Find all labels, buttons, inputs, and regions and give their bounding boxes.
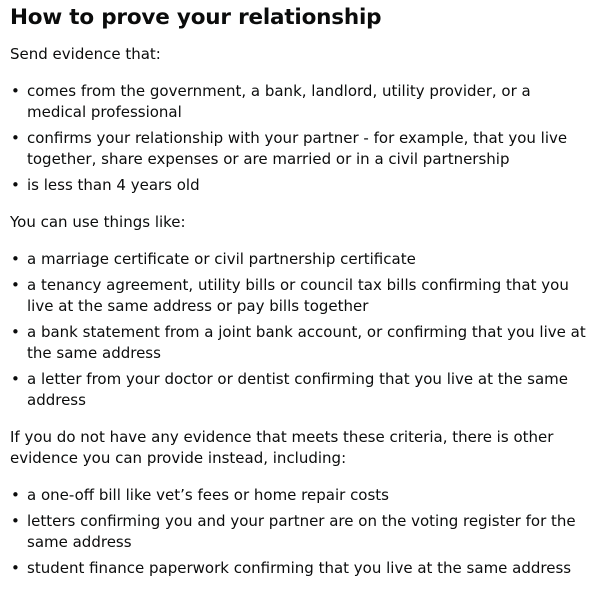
list-item-text: a one-off bill like vet’s fees or home repair costs: [27, 486, 389, 504]
list-item: [10, 275, 590, 317]
list-item-text: a tenancy agreement, utility bills or council tax bills confirming that you live at the same address or pay bills together: [27, 276, 569, 315]
page-heading: How to prove your relationship: [10, 5, 382, 30]
bullet-icon: •: [11, 559, 20, 577]
bullet-icon: •: [11, 370, 20, 388]
list-item-text: student finance paperwork confirming that you live at the same address: [27, 559, 572, 577]
evidence-requirements-list: [10, 81, 590, 196]
intro-paragraph: Send evidence that:: [10, 45, 161, 63]
alternatives-intro-paragraph: If you do not have any evidence that meets these criteria, there is other evidence you can provide instead, including:: [10, 428, 554, 467]
list-item-text: letters confirming you and your partner are on the voting register for the same address: [27, 512, 576, 551]
list-item: [10, 128, 590, 170]
list-item: [10, 369, 590, 411]
list-item: [10, 511, 590, 553]
list-item-text: a bank statement from a joint bank account, or confirming that you live at the same address: [27, 323, 586, 362]
list-item: [10, 81, 590, 123]
list-item-text: is less than 4 years old: [27, 176, 200, 194]
list-item: [10, 249, 590, 270]
bullet-icon: •: [11, 176, 20, 194]
examples-list: [10, 249, 590, 411]
list-item-text: comes from the government, a bank, landlord, utility provider, or a medical professional: [27, 82, 531, 121]
list-item-text: a letter from your doctor or dentist confirming that you live at the same address: [27, 370, 568, 409]
list-item-text: confirms your relationship with your partner - for example, that you live together, share expenses or are married or in a civil partnership: [27, 129, 568, 168]
list-item: [10, 485, 590, 506]
bullet-icon: •: [11, 250, 20, 268]
list-item: [10, 558, 590, 579]
bullet-icon: •: [11, 323, 20, 341]
list-item: [10, 175, 590, 196]
list-item-text: a marriage certificate or civil partnership certificate: [27, 250, 416, 268]
list-item: [10, 322, 590, 364]
bullet-icon: •: [11, 82, 20, 100]
bullet-icon: •: [11, 129, 20, 147]
alternatives-list: [10, 485, 590, 579]
bullet-icon: •: [11, 512, 20, 530]
bullet-icon: •: [11, 276, 20, 294]
examples-intro-paragraph: You can use things like:: [10, 213, 186, 231]
bullet-icon: •: [11, 486, 20, 504]
